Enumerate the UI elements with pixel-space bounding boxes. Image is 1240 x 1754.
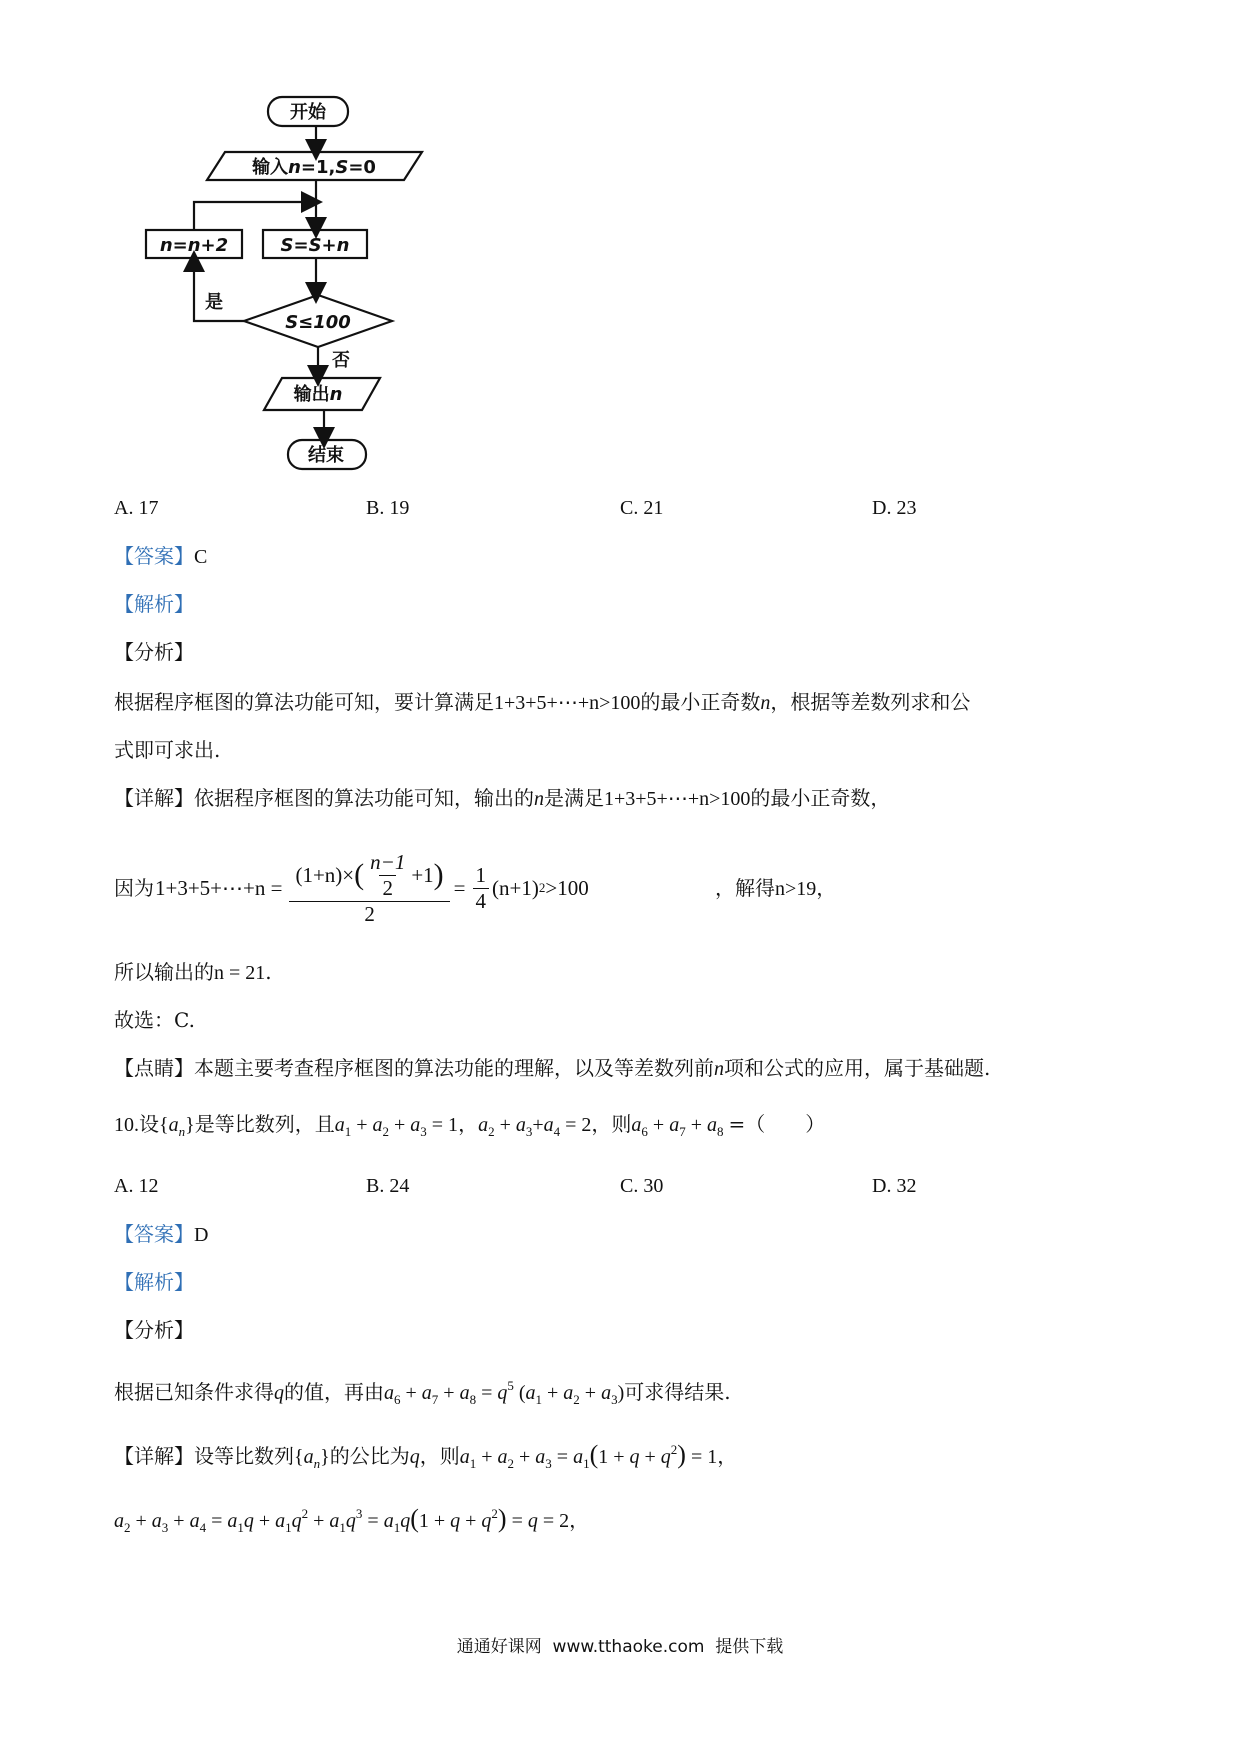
footer-site-name: 通通好课网: [456, 1637, 542, 1657]
paren-right: ): [433, 858, 444, 891]
math-target: $a_6 + a_7 + a_8$: [631, 1114, 724, 1139]
start-label: 开始: [290, 102, 326, 123]
q9-answer-line: [114, 542, 207, 571]
text: ，: [717, 1444, 738, 1468]
text: 根据程序框图的算法功能可知，要计算满足: [114, 690, 494, 714]
eq-den: 2: [289, 901, 449, 927]
footer-url[interactable]: www.tthaoke.com: [552, 1637, 705, 1657]
q9-fenxi-line2: 式即可求出.: [114, 738, 221, 762]
math-var: n: [714, 1058, 724, 1080]
no-label: 否: [332, 350, 350, 371]
q10-detail-line2: [114, 1500, 589, 1542]
footer-suffix: 提供下载: [715, 1637, 784, 1657]
q10-option-a: A. 12: [114, 1175, 159, 1197]
output-label: 输出n: [293, 384, 343, 405]
q9-option-c: C. 21: [620, 497, 664, 519]
text: 是满足: [544, 786, 604, 810]
eq-num-left: (1+n)×: [295, 862, 355, 887]
q9-because: 因为: [114, 876, 154, 900]
answer-value: C: [194, 546, 208, 568]
text: ，根据等差数列求和公: [770, 690, 971, 714]
loop-back-line: [194, 202, 312, 230]
q10-number: 10.: [114, 1114, 139, 1136]
q9-fenxi-line1: [114, 688, 970, 717]
q10-detail-line1: [114, 1436, 737, 1478]
q9-fenxi-label: 【分析】: [114, 640, 194, 664]
eq-quarter: [473, 863, 490, 914]
math: 1+3+5+⋯+n>100: [604, 788, 751, 810]
q10-fenxi-label: 【分析】: [114, 1318, 194, 1342]
text: 依据程序框图的算法功能可知，输出的: [194, 786, 534, 810]
q9-option-d: D. 23: [872, 497, 917, 519]
eq-inner-fraction: [367, 850, 408, 901]
eq-inner-num: n−1: [370, 849, 406, 874]
q9-solve: [715, 874, 836, 903]
end-label: 结束: [308, 445, 344, 466]
text: 是等比数列，且: [194, 1112, 335, 1136]
text: ，: [458, 1112, 479, 1136]
text: ，: [816, 876, 837, 900]
math-relation: $a_6 + a_7 + a_8 = q^5$ $(a_1 + a_2 + a_3)$: [384, 1378, 625, 1407]
math-eq1: $a_1 + a_2 + a_3 = a_1(1 + q + q^2) = 1$: [459, 1440, 718, 1471]
text: ，则: [419, 1444, 460, 1468]
eq-inner-den: 2: [379, 875, 396, 901]
math: 1+3+5+⋯+n>100: [494, 692, 641, 714]
eq-exponent: 2: [538, 880, 546, 895]
q10-answer-line: [114, 1220, 208, 1249]
text: 可求得结果.: [624, 1380, 731, 1404]
q10-jiexi-label: 【解析】: [114, 1270, 194, 1294]
q9-dianjing-line: [114, 1054, 990, 1083]
q9-choose-line: 故选：C.: [114, 1008, 195, 1032]
math: n = 21: [214, 962, 266, 984]
detail-label: 【详解】: [114, 786, 194, 810]
q9-detail-line: [114, 784, 890, 813]
math-var: n: [760, 692, 771, 714]
text: ，则: [591, 1112, 632, 1136]
math-var: n: [534, 788, 544, 810]
eq-quarter-num: 1: [475, 862, 487, 887]
q9-so-line: [114, 958, 272, 987]
yes-label: 是: [205, 292, 223, 313]
text: 设: [139, 1112, 159, 1136]
q10-fenxi-line: [114, 1372, 731, 1414]
q10-option-c: C. 30: [620, 1175, 664, 1197]
text: 根据已知条件求得: [114, 1380, 274, 1404]
text: 所以输出的: [114, 960, 214, 984]
text: ，: [569, 1508, 590, 1532]
eq-inner-plus: +1: [411, 862, 434, 887]
math-seq: $\{a_n\}$: [294, 1446, 330, 1471]
math-cond2: $a_2 + a_3+a_4 = 2$: [478, 1114, 592, 1139]
q9-option-b: B. 19: [366, 497, 410, 519]
answer-label: 【答案】: [114, 1222, 194, 1246]
text: 项和公式的应用，属于基础题.: [724, 1056, 991, 1080]
text: 本题主要考查程序框图的算法功能的理解，以及等差数列前: [194, 1056, 714, 1080]
detail-label: 【详解】: [114, 1444, 194, 1468]
text: 的最小正奇数: [640, 690, 761, 714]
eq-main-fraction: [292, 850, 446, 927]
update-n-label: n=n+2: [159, 235, 229, 256]
text: 设等比数列: [194, 1444, 294, 1468]
update-s-label: S=S+n: [280, 235, 350, 256]
eq-lhs: 1+3+5+⋯+n =: [155, 875, 283, 900]
dianjing-label: 【点睛】: [114, 1056, 194, 1080]
math-var: q: [274, 1382, 284, 1404]
paren-left: (: [354, 858, 365, 891]
q10-stem: [114, 1110, 825, 1146]
text: ，解得: [715, 876, 775, 900]
text: .: [265, 960, 272, 984]
eq-equals: =: [453, 875, 466, 900]
eq-tail: (n+1): [492, 875, 539, 900]
text: 的公比为: [329, 1444, 410, 1468]
answer-value: D: [194, 1224, 209, 1246]
q9-equation: [155, 838, 589, 938]
input-label: 输入n=1,S=0: [252, 157, 376, 178]
eq-gt: >100: [545, 875, 589, 900]
text: 的最小正奇数，: [750, 786, 891, 810]
q9-option-a: A. 17: [114, 497, 159, 519]
q10-option-b: B. 24: [366, 1175, 410, 1197]
flowchart: [0, 0, 460, 480]
math-eq2: $a_2 + a_3 + a_4 = a_1q + a_1q^2 + a_1q^3 = a_1q(1 + q + q^2) = q = 2$: [114, 1504, 570, 1535]
q9-jiexi-label: 【解析】: [114, 592, 194, 616]
text: =（ ）: [728, 1112, 826, 1136]
eq-quarter-den: 4: [473, 888, 490, 914]
page-footer: [0, 1632, 1240, 1657]
text: 的值，再由: [284, 1380, 384, 1404]
math-var: q: [409, 1446, 420, 1468]
condition-label: S≤100: [285, 312, 351, 333]
answer-label: 【答案】: [114, 544, 194, 568]
math-seq: $\{a_n\}$: [159, 1114, 195, 1139]
q10-option-d: D. 32: [872, 1175, 917, 1197]
math-cond1: $a_1 + a_2 + a_3 = 1$: [334, 1114, 459, 1139]
math: n>19: [775, 878, 817, 900]
